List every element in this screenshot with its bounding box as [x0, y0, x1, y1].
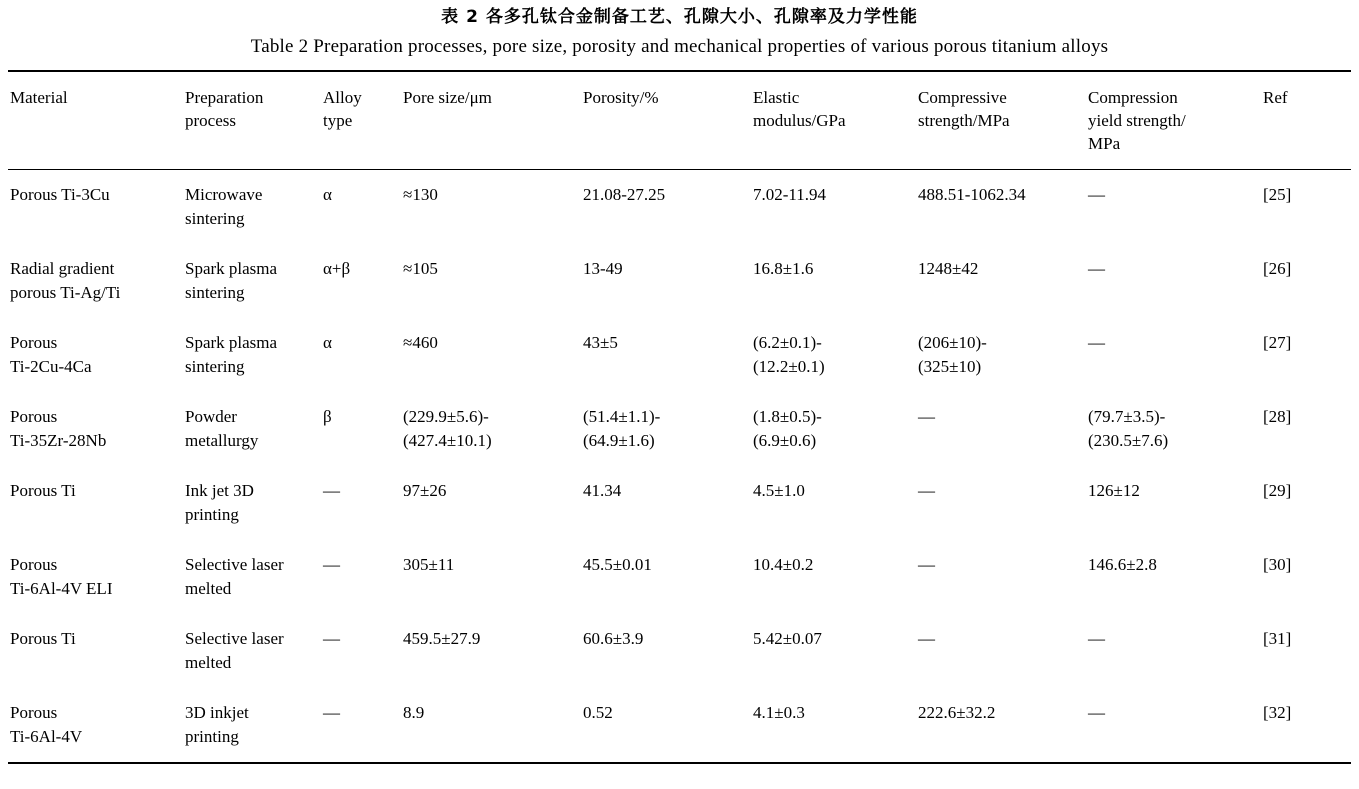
cell-line: (6.2±0.1)-: [753, 333, 822, 352]
cell-line: sintering: [185, 283, 245, 302]
cell-line: 21.08-27.25: [583, 185, 666, 204]
cell-yield-strength: [1086, 688, 1261, 763]
cell-yield-strength: [1086, 392, 1261, 466]
cell-alloy: [321, 614, 401, 688]
cell-elastic-modulus: [751, 540, 916, 614]
cell-elastic-modulus: [751, 392, 916, 466]
cell-line: —: [323, 629, 340, 648]
cell-line: 7.02-11.94: [753, 185, 827, 204]
cell-line: [32]: [1263, 703, 1292, 722]
cell-line: Ti-35Zr-28Nb: [10, 431, 107, 450]
cell-line: 459.5±27.9: [403, 629, 481, 648]
header-line: Preparation: [185, 88, 264, 107]
column-header-compression-yield-strength: [1086, 71, 1261, 170]
cell-compressive-strength: [916, 688, 1086, 763]
cell-porosity: [581, 540, 751, 614]
cell-pore-size: [401, 688, 581, 763]
cell-ref: [1261, 614, 1351, 688]
cell-line: (427.4±10.1): [403, 431, 492, 450]
cell-material: [8, 170, 183, 245]
cell-line: 146.6±2.8: [1088, 555, 1157, 574]
cell-line: 3D inkjet: [185, 703, 249, 722]
table-row: [8, 688, 1351, 763]
cell-line: sintering: [185, 357, 245, 376]
cell-pore-size: [401, 170, 581, 245]
cell-elastic-modulus: [751, 318, 916, 392]
cell-line: —: [918, 629, 935, 648]
cell-line: Ti-2Cu-4Ca: [10, 357, 92, 376]
cell-elastic-modulus: [751, 466, 916, 540]
cell-compressive-strength: [916, 614, 1086, 688]
cell-line: β: [323, 407, 332, 426]
cell-line: Spark plasma: [185, 333, 278, 352]
cell-line: —: [323, 555, 340, 574]
cell-line: —: [323, 481, 340, 500]
cell-process: [183, 244, 321, 318]
cell-line: (229.9±5.6)-: [403, 407, 489, 426]
cell-line: —: [323, 703, 340, 722]
cell-line: Porous Ti: [10, 629, 76, 648]
cell-line: ≈105: [403, 259, 438, 278]
cell-line: ≈460: [403, 333, 438, 352]
cell-line: 5.42±0.07: [753, 629, 822, 648]
table-row: [8, 614, 1351, 688]
cell-line: 45.5±0.01: [583, 555, 652, 574]
cell-line: Powder: [185, 407, 237, 426]
cell-material: [8, 540, 183, 614]
cell-ref: [1261, 540, 1351, 614]
header-line: Porosity/%: [583, 88, 659, 107]
header-line: type: [323, 111, 353, 130]
table-row: [8, 466, 1351, 540]
cell-material: [8, 688, 183, 763]
cell-process: [183, 392, 321, 466]
cell-pore-size: [401, 466, 581, 540]
cell-line: Porous: [10, 555, 58, 574]
header-line: Compressive: [918, 88, 1007, 107]
cell-porosity: [581, 392, 751, 466]
cell-porosity: [581, 614, 751, 688]
column-header-pore-size: [401, 71, 581, 170]
cell-line: (206±10)-: [918, 333, 987, 352]
cell-ref: [1261, 688, 1351, 763]
cell-process: [183, 614, 321, 688]
cell-elastic-modulus: [751, 244, 916, 318]
cell-line: 8.9: [403, 703, 425, 722]
cell-line: [30]: [1263, 555, 1292, 574]
column-header-material: [8, 71, 183, 170]
column-header-porosity: [581, 71, 751, 170]
column-header-ref: [1261, 71, 1351, 170]
cell-line: melted: [185, 653, 232, 672]
cell-line: —: [1088, 629, 1105, 648]
cell-line: [31]: [1263, 629, 1292, 648]
cell-alloy: [321, 170, 401, 245]
table-page: [0, 4, 1359, 789]
cell-line: Selective laser: [185, 629, 284, 648]
table-row: [8, 318, 1351, 392]
cell-line: 0.52: [583, 703, 613, 722]
cell-line: 60.6±3.9: [583, 629, 644, 648]
cell-line: printing: [185, 505, 239, 524]
cell-line: —: [918, 407, 935, 426]
cell-yield-strength: [1086, 540, 1261, 614]
cell-ref: [1261, 170, 1351, 245]
cell-pore-size: [401, 614, 581, 688]
cell-porosity: [581, 318, 751, 392]
cell-ref: [1261, 392, 1351, 466]
table-caption-english: Table 2 Preparation processes, pore size, porosity and mechanical properties of various porous titanium alloys: [250, 36, 1109, 57]
cell-line: (51.4±1.1)-: [583, 407, 661, 426]
cell-elastic-modulus: [751, 688, 916, 763]
cell-line: ≈130: [403, 185, 438, 204]
cell-line: α+β: [323, 259, 351, 278]
cell-line: Radial gradient: [10, 259, 115, 278]
cell-alloy: [321, 392, 401, 466]
cell-line: (79.7±3.5)-: [1088, 407, 1166, 426]
cell-pore-size: [401, 318, 581, 392]
cell-line: 126±12: [1088, 481, 1140, 500]
table-body: [8, 170, 1351, 764]
column-header-preparation-process: [183, 71, 321, 170]
column-header-alloy-type: [321, 71, 401, 170]
cell-line: [26]: [1263, 259, 1292, 278]
cell-porosity: [581, 170, 751, 245]
cell-line: Microwave: [185, 185, 263, 204]
cell-line: —: [1088, 259, 1105, 278]
cell-line: 488.51-1062.34: [918, 185, 1026, 204]
cell-yield-strength: [1086, 466, 1261, 540]
cell-ref: [1261, 466, 1351, 540]
cell-line: sintering: [185, 209, 245, 228]
cell-line: (1.8±0.5)-: [753, 407, 822, 426]
cell-alloy: [321, 318, 401, 392]
cell-line: melted: [185, 579, 232, 598]
header-line: Pore size/μm: [403, 88, 492, 107]
cell-material: [8, 614, 183, 688]
cell-pore-size: [401, 392, 581, 466]
cell-line: Ink jet 3D: [185, 481, 254, 500]
cell-line: [27]: [1263, 333, 1292, 352]
cell-yield-strength: [1086, 170, 1261, 245]
cell-line: Ti-6Al-4V ELI: [10, 579, 113, 598]
cell-process: [183, 170, 321, 245]
cell-line: —: [1088, 333, 1105, 352]
cell-ref: [1261, 318, 1351, 392]
cell-line: metallurgy: [185, 431, 259, 450]
cell-material: [8, 466, 183, 540]
cell-line: 4.1±0.3: [753, 703, 805, 722]
header-line: Material: [10, 88, 68, 107]
cell-line: 10.4±0.2: [753, 555, 814, 574]
cell-process: [183, 318, 321, 392]
header-line: modulus/GPa: [753, 111, 846, 130]
cell-line: 41.34: [583, 481, 622, 500]
table-row: [8, 170, 1351, 245]
cell-line: α: [323, 333, 332, 352]
header-line: Compression: [1088, 88, 1178, 107]
cell-material: [8, 318, 183, 392]
header-line: Alloy: [323, 88, 362, 107]
cell-elastic-modulus: [751, 170, 916, 245]
cell-process: [183, 466, 321, 540]
cell-porosity: [581, 244, 751, 318]
cell-line: 13-49: [583, 259, 623, 278]
cell-line: Porous: [10, 333, 58, 352]
header-line: Ref: [1263, 88, 1288, 107]
cell-compressive-strength: [916, 244, 1086, 318]
cell-line: Porous: [10, 407, 58, 426]
cell-line: porous Ti-Ag/Ti: [10, 283, 121, 302]
header-line: Elastic: [753, 88, 800, 107]
cell-line: 1248±42: [918, 259, 979, 278]
header-line: strength/MPa: [918, 111, 1010, 130]
cell-line: Porous: [10, 703, 58, 722]
cell-line: (64.9±1.6): [583, 431, 655, 450]
cell-line: Selective laser: [185, 555, 284, 574]
cell-compressive-strength: [916, 540, 1086, 614]
cell-line: Porous Ti: [10, 481, 76, 500]
cell-pore-size: [401, 540, 581, 614]
cell-pore-size: [401, 244, 581, 318]
cell-line: printing: [185, 727, 239, 746]
cell-line: 43±5: [583, 333, 618, 352]
cell-line: (12.2±0.1): [753, 357, 825, 376]
cell-compressive-strength: [916, 392, 1086, 466]
cell-line: (6.9±0.6): [753, 431, 817, 450]
cell-line: Porous Ti-3Cu: [10, 185, 110, 204]
cell-line: 16.8±1.6: [753, 259, 814, 278]
header-line: MPa: [1088, 134, 1121, 153]
cell-line: —: [918, 555, 935, 574]
cell-line: α: [323, 185, 332, 204]
cell-yield-strength: [1086, 614, 1261, 688]
cell-compressive-strength: [916, 170, 1086, 245]
cell-line: [29]: [1263, 481, 1292, 500]
cell-line: [25]: [1263, 185, 1292, 204]
column-header-compressive-strength: [916, 71, 1086, 170]
cell-porosity: [581, 688, 751, 763]
cell-line: —: [918, 481, 935, 500]
header-line: process: [185, 111, 236, 130]
cell-line: 4.5±1.0: [753, 481, 805, 500]
cell-line: —: [1088, 703, 1105, 722]
cell-compressive-strength: [916, 318, 1086, 392]
table-row: [8, 392, 1351, 466]
cell-alloy: [321, 466, 401, 540]
cell-alloy: [321, 688, 401, 763]
cell-line: Spark plasma: [185, 259, 278, 278]
cell-ref: [1261, 244, 1351, 318]
cell-material: [8, 392, 183, 466]
cell-line: 305±11: [403, 555, 455, 574]
cell-line: [28]: [1263, 407, 1292, 426]
cell-line: (325±10): [918, 357, 982, 376]
cell-compressive-strength: [916, 466, 1086, 540]
cell-line: Ti-6Al-4V: [10, 727, 83, 746]
table-header: [8, 71, 1351, 170]
table-caption-chinese: 表 2 各多孔钛合金制备工艺、孔隙大小、孔隙率及力学性能: [441, 7, 918, 27]
cell-line: —: [1088, 185, 1105, 204]
cell-line: 97±26: [403, 481, 447, 500]
cell-line: 222.6±32.2: [918, 703, 996, 722]
cell-material: [8, 244, 183, 318]
cell-line: (230.5±7.6): [1088, 431, 1169, 450]
cell-alloy: [321, 244, 401, 318]
cell-yield-strength: [1086, 318, 1261, 392]
cell-process: [183, 540, 321, 614]
column-header-elastic-modulus: [751, 71, 916, 170]
cell-process: [183, 688, 321, 763]
table-row: [8, 244, 1351, 318]
cell-porosity: [581, 466, 751, 540]
cell-alloy: [321, 540, 401, 614]
data-table: [8, 70, 1351, 764]
header-line: yield strength/: [1088, 111, 1186, 130]
table-row: [8, 540, 1351, 614]
cell-elastic-modulus: [751, 614, 916, 688]
cell-yield-strength: [1086, 244, 1261, 318]
